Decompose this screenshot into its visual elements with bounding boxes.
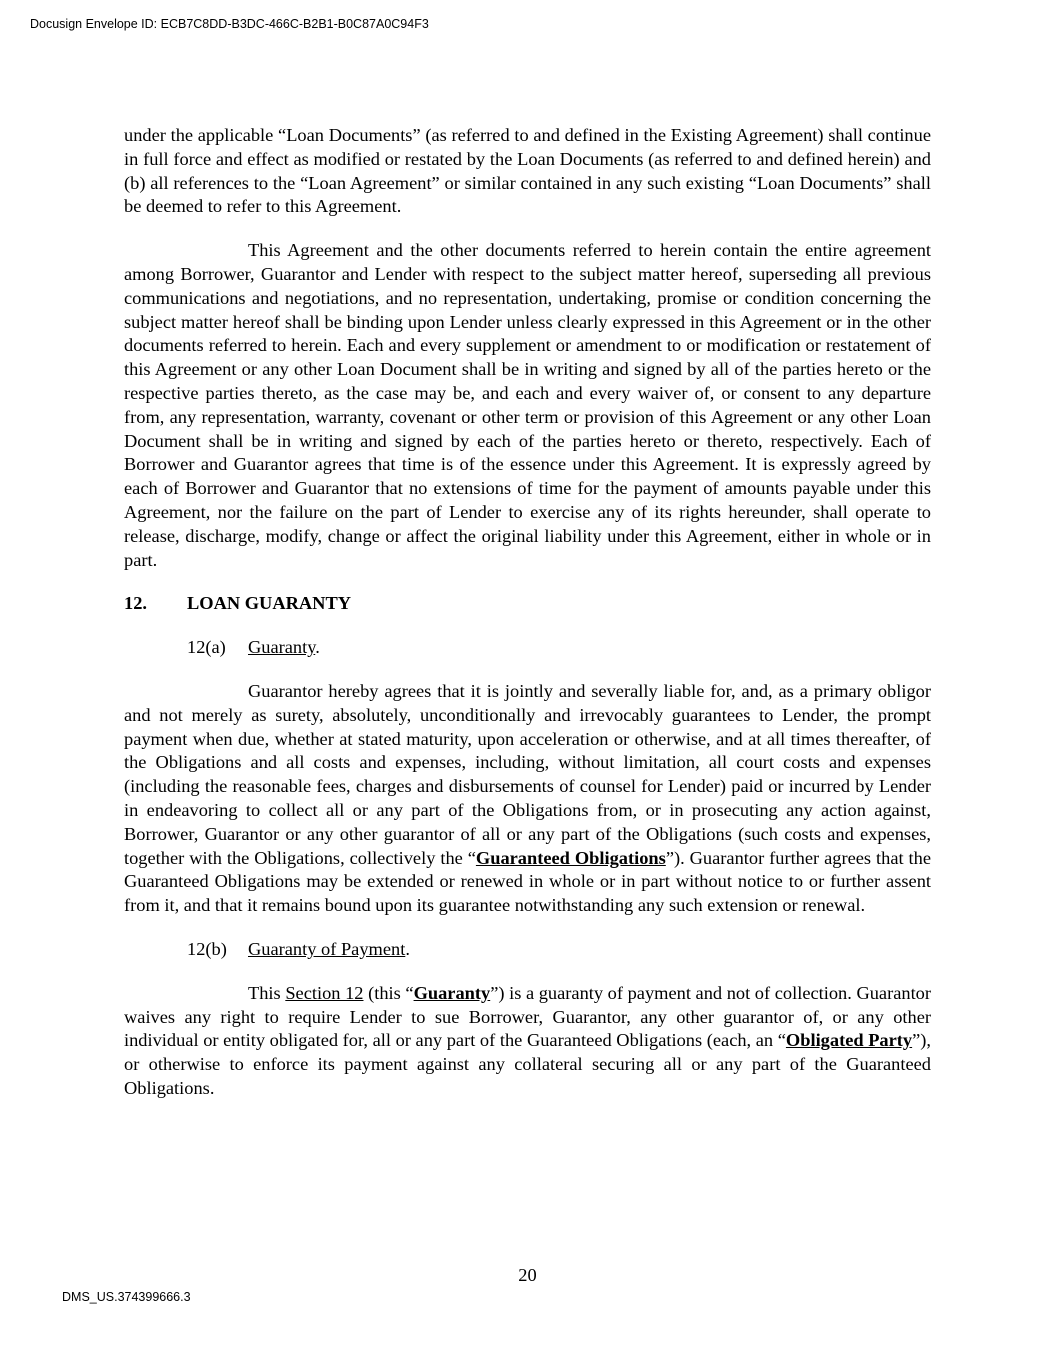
paragraph-guaranty xyxy=(124,680,931,918)
text-run: This xyxy=(248,982,286,1003)
subsection-title: Guaranty of Payment xyxy=(248,938,406,959)
subsection-number: 12(b) xyxy=(187,938,227,959)
envelope-id: Docusign Envelope ID: ECB7C8DD-B3DC-466C-B2B1-B0C87A0C94F3 xyxy=(30,17,429,31)
text-run: (this “ xyxy=(363,982,414,1003)
section-reference: Section 12 xyxy=(285,982,364,1003)
page-number: 20 xyxy=(518,1265,537,1285)
defined-term-guaranteed-obligations: Guaranteed Obligations xyxy=(475,847,666,868)
text-run: ”), or otherwise to enforce its payment against any collateral securing all or any part of the Guaranteed Obligations. xyxy=(124,1030,931,1098)
document-body xyxy=(124,124,931,1121)
paragraph-guaranty-of-payment xyxy=(124,982,931,1101)
text-run: Guarantor hereby agrees that it is jointly and severally liable for, and, as a primary obligor and not merely as surety, absolutely, unconditionally and irrevocably guarantees to Lender, the prompt payment when due, whether at stated maturity, upon acceleration or otherwise, and at all times thereafter, of the Obligations and all costs and expenses, including, without limitation, all court costs and expenses (including the reasonable fees, charges and disbursements of counsel for Lender) paid or incurred by Lender in endeavoring to collect all or any part of the Obligations from, or in prosecuting any action against, Borrower, Guarantor or any other guarantor of all or any part of the Obligations (such costs and expenses, together with the Obligations, collectively the “ xyxy=(124,680,931,868)
document-id: DMS_US.374399666.3 xyxy=(62,1290,191,1304)
paragraph-continuation: under the applicable “Loan Documents” (as referred to and defined in the Existing Agreement) shall continue in full force and effect as modified or restated by the Loan Documents (as referred to and defined herein) and (b) all references to the “Loan Agreement” or similar contained in any such existing “Loan Documents” shall be deemed to refer to this Agreement. xyxy=(124,125,931,217)
text-run: ”) is a guaranty of payment and not of collection. Guarantor waives any right to require Lender to sue Borrower, Guarantor, any other guarantor of, or any other individual or entity obligated for, all or any part of the Guaranteed Obligations (each, an “ xyxy=(124,982,932,1051)
subsection-title: Guaranty xyxy=(248,637,316,658)
defined-term-guaranty: Guaranty xyxy=(413,982,491,1003)
subsection-12b-heading xyxy=(187,938,931,962)
section-12-heading xyxy=(124,592,931,616)
subsection-12a-heading xyxy=(187,636,931,660)
subsection-number: 12(a) xyxy=(187,637,226,658)
section-title: LOAN GUARANTY xyxy=(187,593,351,614)
defined-term-obligated-party: Obligated Party xyxy=(785,1030,913,1051)
text-run: ”). Guarantor further agrees that the Guaranteed Obligations may be extended or renewed in whole or in part without notice to or further assent from it, and that it remains bound upon its guarantee notwithstanding any such extension or renewal. xyxy=(124,847,932,916)
subsection-period: . xyxy=(405,938,410,959)
subsection-period: . xyxy=(315,637,320,658)
paragraph-entire-agreement: This Agreement and the other documents referred to herein contain the entire agreement among Borrower, Guarantor and Lender with respect to the subject matter hereof, superseding all previous communications and negotiations, and no representation, undertaking, promise or condition concerning the subject matter hereof shall be binding upon Lender unless clearly expressed in this Agreement or in the other documents referred to herein. Each and every supplement or amendment to or modification or restatement of this Agreement or any other Loan Document shall be in writing and signed by all of the parties hereto or the respective parties thereto, as the case may be, and each and every waiver of, or consent to any departure from, any representation, warranty, covenant or other term or provision of this Agreement or any other Loan Document shall be in writing and signed by each of the parties hereto or thereto, respectively. Each of Borrower and Guarantor agrees that time is of the essence under this Agreement. It is expressly agreed by each of Borrower and Guarantor that no extensions of time for the payment of amounts payable under this Agreement, nor the failure on the part of Lender to exercise any of its rights hereunder, shall operate to release, discharge, modify, change or affect the original liability under this Agreement, either in whole or in part. xyxy=(124,240,931,570)
section-number: 12. xyxy=(124,593,147,614)
